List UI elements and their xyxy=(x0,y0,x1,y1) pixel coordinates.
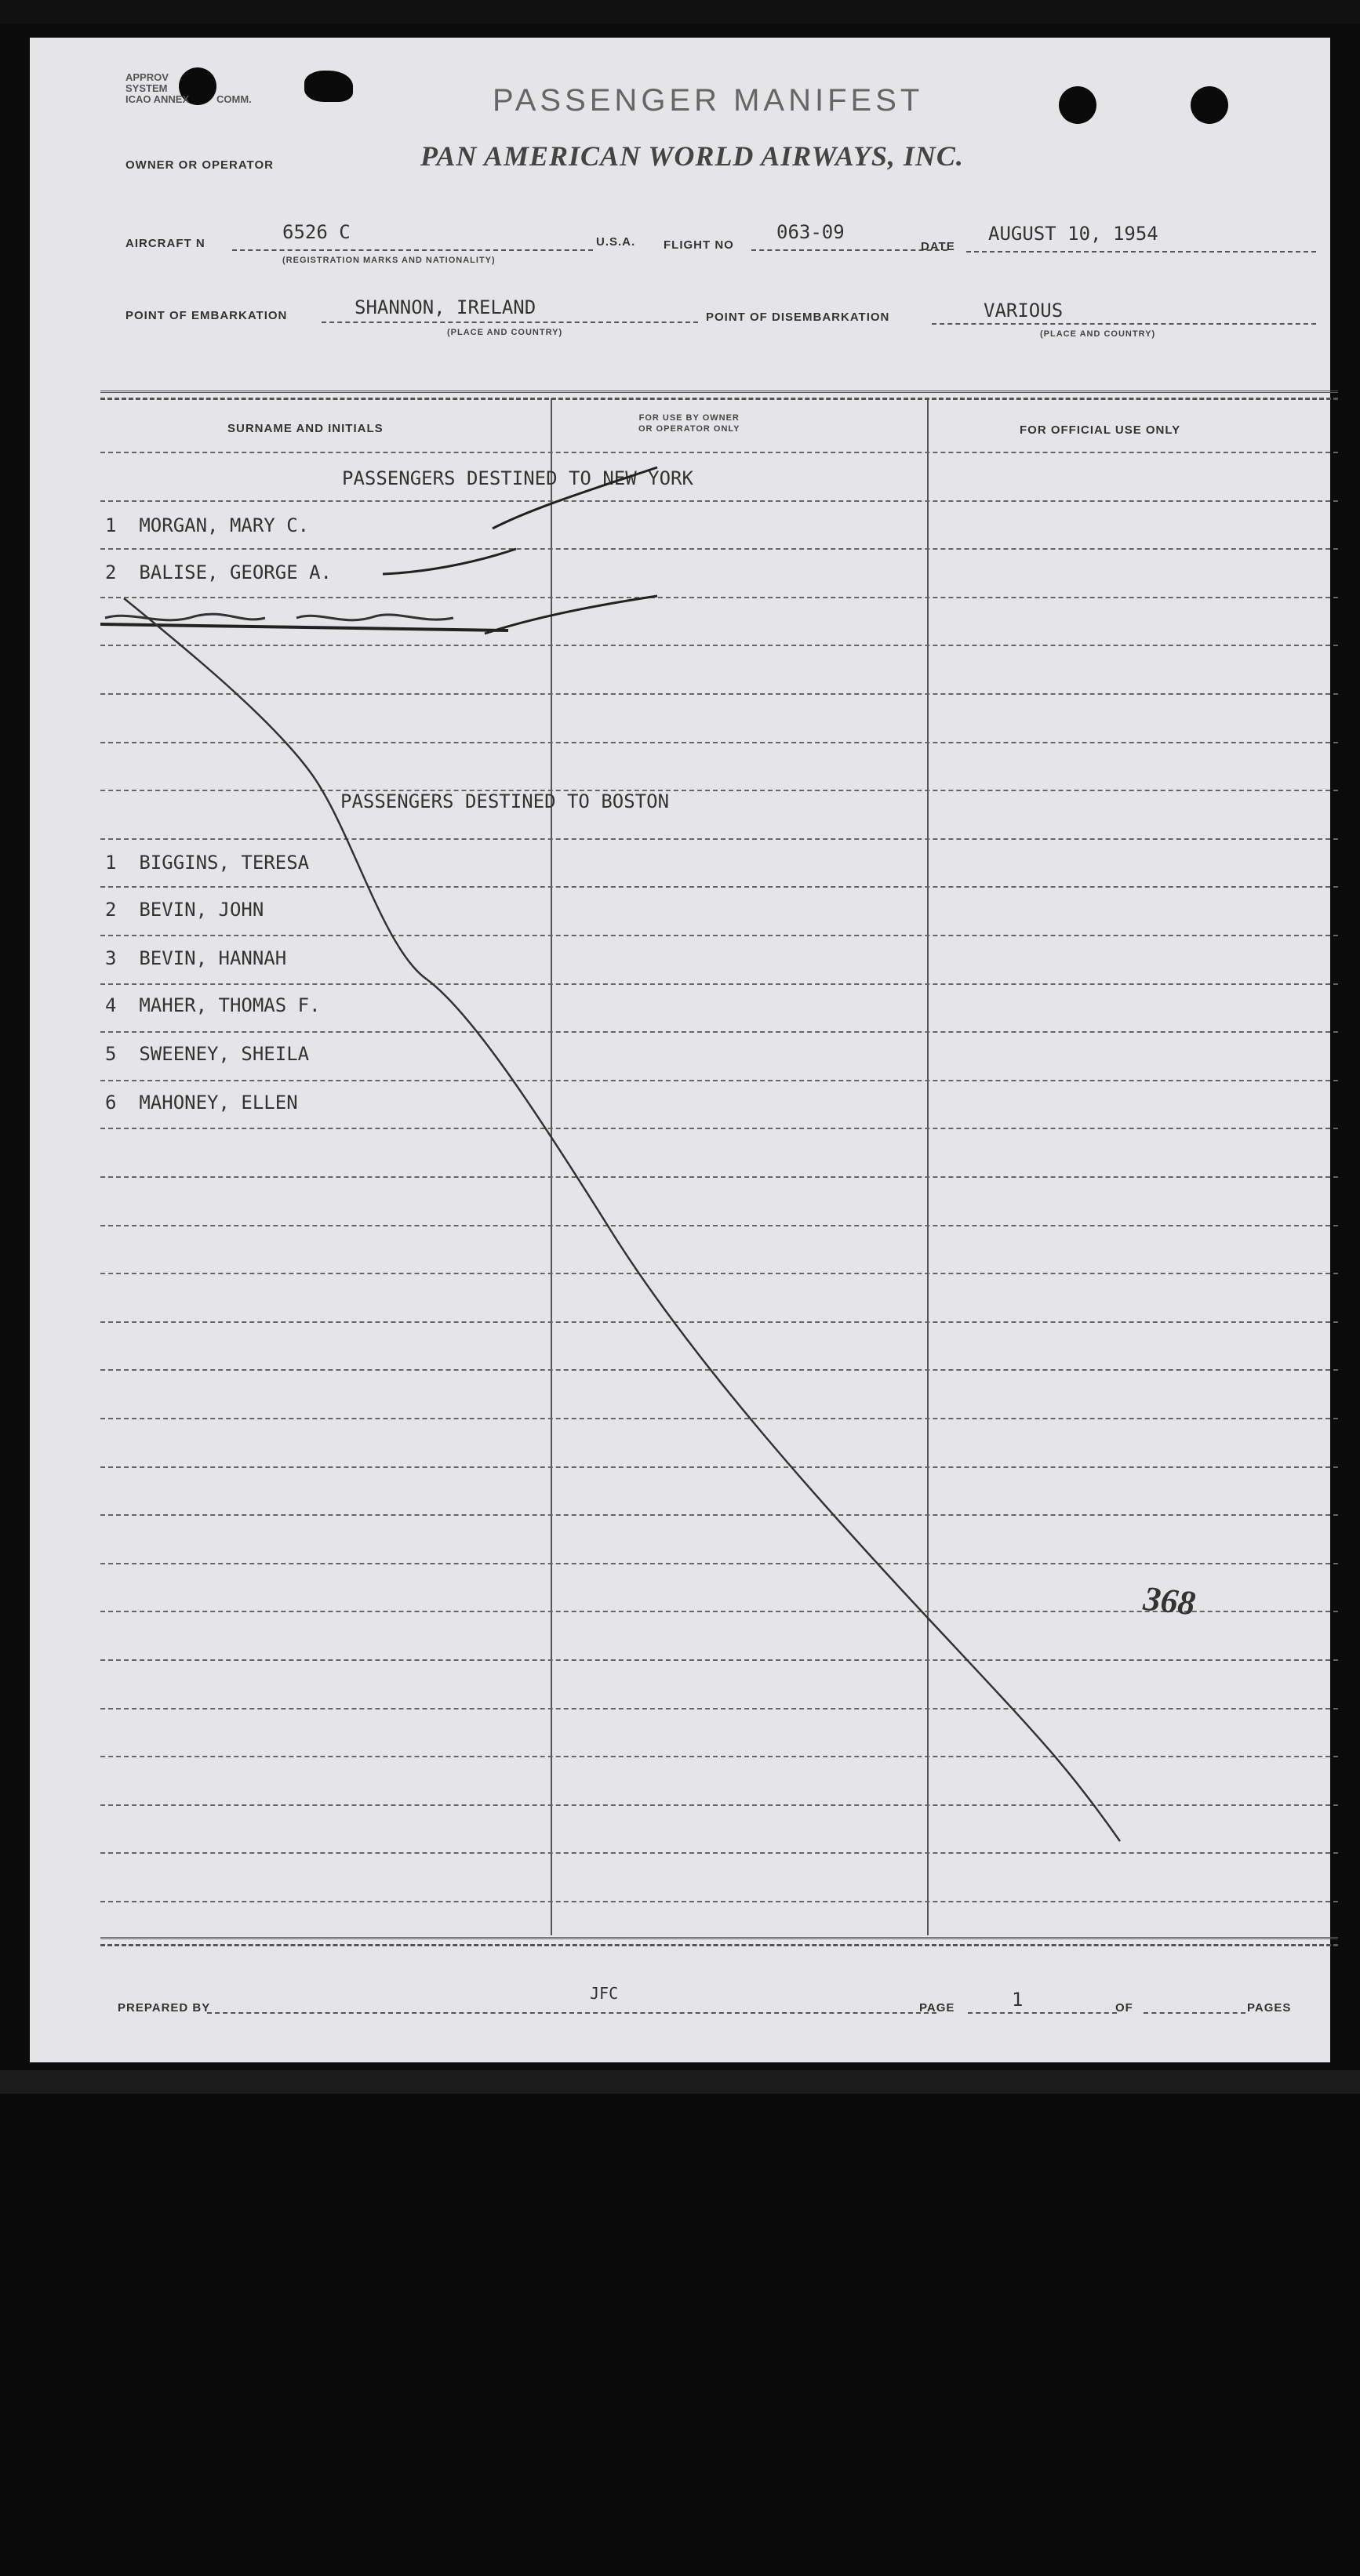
passenger-name: BEVIN, HANNAH xyxy=(139,947,287,969)
table-row-line xyxy=(100,1659,1338,1661)
passenger-row xyxy=(105,561,332,583)
scan-top-border xyxy=(0,0,1360,24)
approval-stamp-comm: COMM. xyxy=(216,93,252,105)
punch-hole xyxy=(1059,86,1096,124)
embarkation-label: POINT OF EMBARKATION xyxy=(125,309,288,322)
table-row-line xyxy=(100,1225,1338,1226)
table-row-line xyxy=(100,886,1338,888)
table-row-line xyxy=(100,1563,1338,1564)
passenger-number: 4 xyxy=(105,994,117,1016)
passenger-row xyxy=(105,947,286,969)
table-row-line xyxy=(100,1176,1338,1178)
table-row-line xyxy=(100,500,1338,502)
table-row-line xyxy=(100,1901,1338,1902)
table-row-line xyxy=(100,1466,1338,1468)
strikeout-line xyxy=(100,624,508,630)
passenger-name: BALISE, GEORGE A. xyxy=(139,561,332,583)
disembarkation-value: VARIOUS xyxy=(984,300,1064,322)
table-row-line xyxy=(100,1273,1338,1274)
table-row-line xyxy=(100,645,1338,646)
table-top-rule xyxy=(100,391,1338,400)
passenger-number: 5 xyxy=(105,1043,117,1065)
disembarkation-caption: (PLACE AND COUNTRY) xyxy=(1040,329,1156,339)
check-stroke xyxy=(383,549,516,574)
passenger-row xyxy=(105,994,321,1016)
table-bottom-rule xyxy=(100,1937,1338,1946)
of-label: OF xyxy=(1115,2001,1133,2015)
owner-label: OWNER OR OPERATOR xyxy=(125,158,274,172)
official-column-header: FOR OFFICIAL USE ONLY xyxy=(1020,423,1181,437)
passenger-name: BEVIN, JOHN xyxy=(139,899,264,921)
section-heading-new-york: PASSENGERS DESTINED TO NEW YORK xyxy=(342,467,693,489)
table-row-line xyxy=(100,1321,1338,1323)
table-row-line xyxy=(100,1369,1338,1371)
passenger-row xyxy=(105,852,309,874)
pages-label: PAGES xyxy=(1247,2001,1292,2015)
table-row-line xyxy=(100,935,1338,936)
scan-bottom-border xyxy=(0,2070,1360,2576)
table-row-line xyxy=(100,1756,1338,1757)
surname-column-header: SURNAME AND INITIALS xyxy=(227,422,384,435)
passenger-number: 2 xyxy=(105,899,117,921)
column-divider xyxy=(551,398,552,1935)
table-row-line xyxy=(100,1514,1338,1516)
check-stroke xyxy=(485,596,657,634)
table-row-line xyxy=(100,838,1338,840)
passenger-name: BIGGINS, TERESA xyxy=(139,852,310,874)
table-row-line xyxy=(100,597,1338,598)
passenger-number: 3 xyxy=(105,947,117,969)
passenger-name: MAHER, THOMAS F. xyxy=(139,994,321,1016)
punch-hole xyxy=(304,71,353,102)
passenger-row xyxy=(105,899,264,921)
table-row-line xyxy=(100,790,1338,791)
approval-stamp: APPROV SYSTEM ICAO ANNEX xyxy=(125,71,190,105)
manifest-title: PASSENGER MANIFEST xyxy=(493,83,924,118)
flight-label: FLIGHT NO xyxy=(664,238,734,252)
page-value: 1 xyxy=(1012,1989,1024,2011)
table-row-line xyxy=(100,452,1338,453)
table-row-line xyxy=(100,1080,1338,1081)
strikeout-scribble xyxy=(105,614,453,620)
manifest-sheet xyxy=(30,38,1330,2062)
prepared-by-label: PREPARED BY xyxy=(118,2001,211,2015)
table-row-line xyxy=(100,1418,1338,1419)
column-divider xyxy=(927,398,929,1935)
table-row-line xyxy=(100,1031,1338,1033)
table-row-line xyxy=(100,548,1338,550)
table-row-line xyxy=(100,742,1338,743)
table-row-line xyxy=(100,1708,1338,1709)
aircraft-value: 6526 C xyxy=(282,221,351,243)
passenger-number: 2 xyxy=(105,561,117,583)
passenger-name: SWEENEY, SHEILA xyxy=(139,1043,310,1065)
passenger-number: 6 xyxy=(105,1092,117,1114)
diagonal-cancel-line xyxy=(124,598,1120,1841)
passenger-row xyxy=(105,1043,309,1065)
table-row-line xyxy=(100,1852,1338,1854)
disembarkation-label: POINT OF DISEMBARKATION xyxy=(706,311,890,324)
date-value: AUGUST 10, 1954 xyxy=(988,223,1158,245)
flight-value: 063-09 xyxy=(776,221,845,243)
airline-name: PAN AMERICAN WORLD AIRWAYS, INC. xyxy=(420,140,964,172)
passenger-name: MAHONEY, ELLEN xyxy=(139,1092,298,1114)
table-row-line xyxy=(100,693,1338,695)
punch-hole xyxy=(1191,86,1228,124)
usa-label: U.S.A. xyxy=(596,235,636,249)
passenger-number: 1 xyxy=(105,514,117,536)
passenger-row xyxy=(105,1092,298,1114)
owner-column-header: FOR USE BY OWNER OR OPERATOR ONLY xyxy=(638,413,740,434)
table-row-line xyxy=(100,1804,1338,1806)
page-label: PAGE xyxy=(919,2001,955,2015)
passenger-number: 1 xyxy=(105,852,117,874)
passenger-row xyxy=(105,514,309,536)
passenger-name: MORGAN, MARY C. xyxy=(139,514,310,536)
table-row-line xyxy=(100,1128,1338,1129)
date-label: DATE xyxy=(921,240,955,253)
section-heading-boston: PASSENGERS DESTINED TO BOSTON xyxy=(340,790,670,812)
table-row-line xyxy=(100,983,1338,985)
aircraft-caption: (REGISTRATION MARKS AND NATIONALITY) xyxy=(282,256,496,265)
embarkation-caption: (PLACE AND COUNTRY) xyxy=(447,328,563,337)
handwritten-annotation: 368 xyxy=(1141,1579,1198,1623)
embarkation-value: SHANNON, IRELAND xyxy=(355,296,536,318)
aircraft-label: AIRCRAFT N xyxy=(125,237,205,250)
prepared-by-value: JFC xyxy=(590,1984,619,2003)
